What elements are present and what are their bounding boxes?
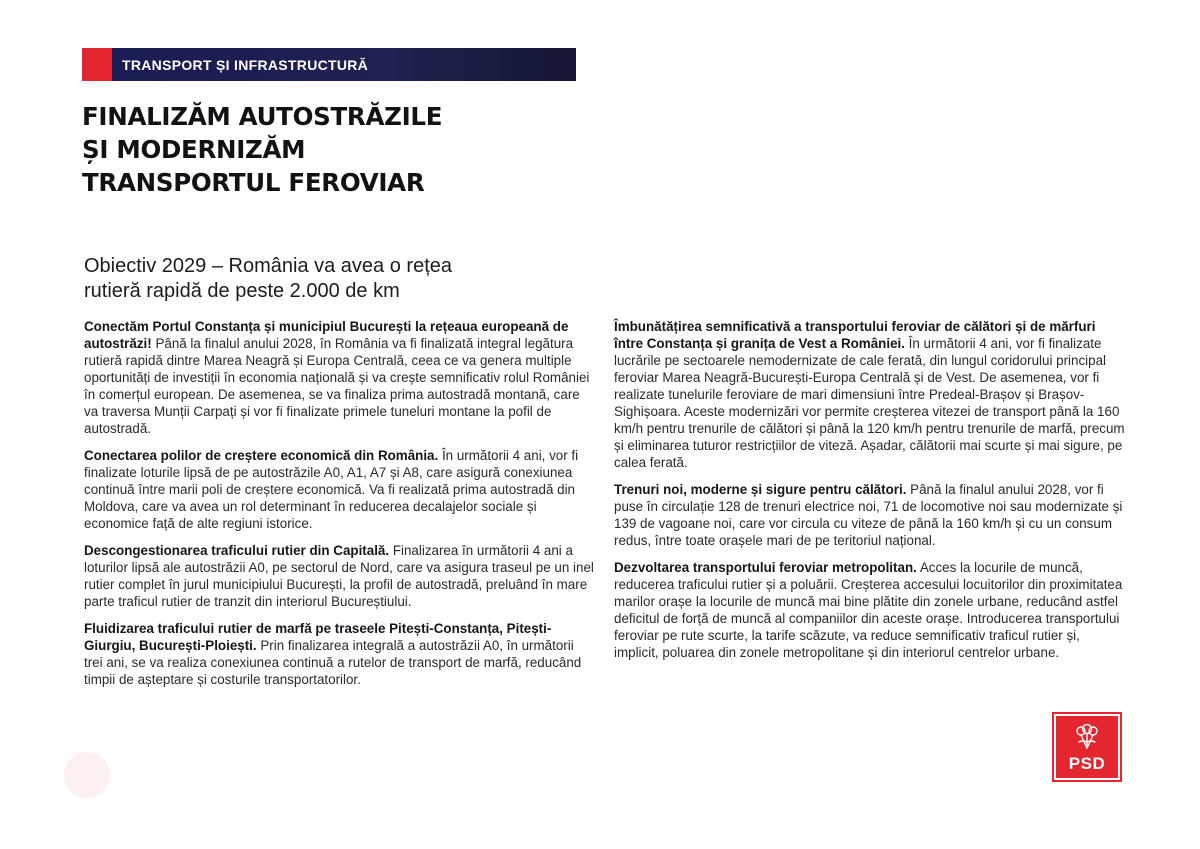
- paragraph-body: Până la finalul anului 2028, în România va fi finalizată integral legătura rutieră rapidă dintre Marea Neagră și Europa Centrală, ceea ce va genera multiple oportunități de investiții în economia națională și va crește semnificativ rolul României în comerțul european. De asemenea, se va finaliza prima autostradă montană, care va traversa Munții Carpați și vor fi finalizate primele tuneluri montane la pofil de autostradă.: [84, 336, 590, 436]
- paragraph-title: Dezvoltarea transportului feroviar metropolitan.: [614, 560, 917, 575]
- paragraph-title: Descongestionarea traficului rutier din Capitală.: [84, 543, 390, 558]
- headline-line-2: ȘI MODERNIZĂM: [82, 135, 306, 164]
- psd-logo: [1054, 714, 1120, 780]
- objective-line-1: Obiectiv 2029 – România va avea o rețea: [84, 255, 452, 277]
- page-decoration: [64, 752, 110, 798]
- paragraph-title: Conectarea polilor de creștere economică din România.: [84, 448, 439, 463]
- page-headline: [82, 100, 442, 199]
- headline-line-1: FINALIZĂM AUTOSTRĂZILE: [82, 102, 443, 131]
- paragraph: [614, 318, 1126, 471]
- left-column: [84, 318, 594, 698]
- objective-heading: [84, 254, 452, 304]
- paragraph-body: În următorii 4 ani, vor fi finalizate loturile lipsă de pe autostrăzile A0, A1, A7 și A8, care asigură conexiunea continuă între marii poli de creștere economică. Va fi realizată prima autostradă din Moldova, care va avea un rol determinant în reducerea decalajelor sociale și economice față de alte regiuni istorice.: [84, 448, 579, 531]
- paragraph: [614, 559, 1126, 661]
- paragraph-title: Trenuri noi, moderne și sigure pentru călători.: [614, 482, 907, 497]
- paragraph-body: Finalizarea în următorii 4 ani a loturilor lipsă ale autostrăzii A0, pe sectorul de Nord, care va asigura traseul pe un inel rutier complet în jurul municipiului București, la profil de autostradă, preluând în mare parte traficul rutier de tranzit din interiorul Bucureștiului.: [84, 543, 594, 609]
- paragraph: [84, 542, 594, 610]
- paragraph-body: Prin finalizarea integrală a autostrăzii A0, în următorii trei ani, se va realiza conexiunea continuă a rutelor de transport de marfă, reducând timpii de așteptare și costurile transportatorilor.: [84, 638, 582, 687]
- paragraph: [614, 481, 1126, 549]
- section-header-bar: [82, 48, 576, 81]
- paragraph: [84, 620, 594, 688]
- section-label: TRANSPORT ȘI INFRASTRUCTURĂ: [112, 48, 576, 81]
- paragraph-body: În următorii 4 ani, vor fi finalizate lucrările pe sectoarele nemodernizate de cale ferată, din lungul coridorului principal feroviar Marea Neagră-București-Europa Centrală și de Vest. De asemenea, vor fi realizate tunelurile feroviare de mari dimensiuni între Predeal-Brașov și Brașov-Sighișoara. Aceste modernizări vor permite creșterea vitezei de transport până la 160 km/h pentru trenurile de călători și până la 120 km/h pentru trenurile de marfă, precum și eliminarea tuturor restricțiilor de viteză. Așadar, călătorii mai scurte și mai sigure, pe calea ferată.: [614, 336, 1125, 470]
- paragraph-body: Acces la locurile de muncă, reducerea traficului rutier și a poluării. Creșterea accesului locuitorilor din proximitatea marilor orașe la locurile de muncă mai bine plătite din zonele urbane, reducând astfel deficitul de forță de muncă al companiilor din aceste orașe. Introducerea transportului feroviar pe rute scurte, la tarife scăzute, va reduce semnificativ traficul rutier și, implicit, poluarea din zonele metropolitane și din interiorul centrelor urbane.: [614, 560, 1123, 660]
- right-column: [614, 318, 1126, 671]
- paragraph-title: Fluidizarea traficului rutier de marfă pe traseele Pitești-Constanța, Pitești-Giurgiu, București-Ploiești.: [84, 621, 552, 653]
- logo-text: PSD: [1068, 754, 1106, 773]
- section-accent: [82, 48, 112, 81]
- headline-line-3: TRANSPORTUL FEROVIAR: [82, 168, 425, 197]
- paragraph: [84, 318, 594, 437]
- paragraph-body: Până la finalul anului 2028, vor fi puse în circulație 128 de trenuri electrice noi, 71 de locomotive noi sau modernizate și 139 de vagoane noi, care vor circula cu viteze de până la 160 km/h și cu un consum redus, între toate orașele mari de pe teritoriul național.: [614, 482, 1123, 548]
- paragraph: [84, 447, 594, 532]
- paragraph-title: Îmbunătățirea semnificativă a transportului feroviar de călători și de mărfuri între Constanța și granița de Vest a României.: [614, 319, 1096, 351]
- paragraph-title: Conectăm Portul Constanța și municipiul București la rețeaua europeană de autostrăzi!: [84, 319, 569, 351]
- objective-line-2: rutieră rapidă de peste 2.000 de km: [84, 280, 400, 302]
- rose-icon: [1072, 722, 1102, 752]
